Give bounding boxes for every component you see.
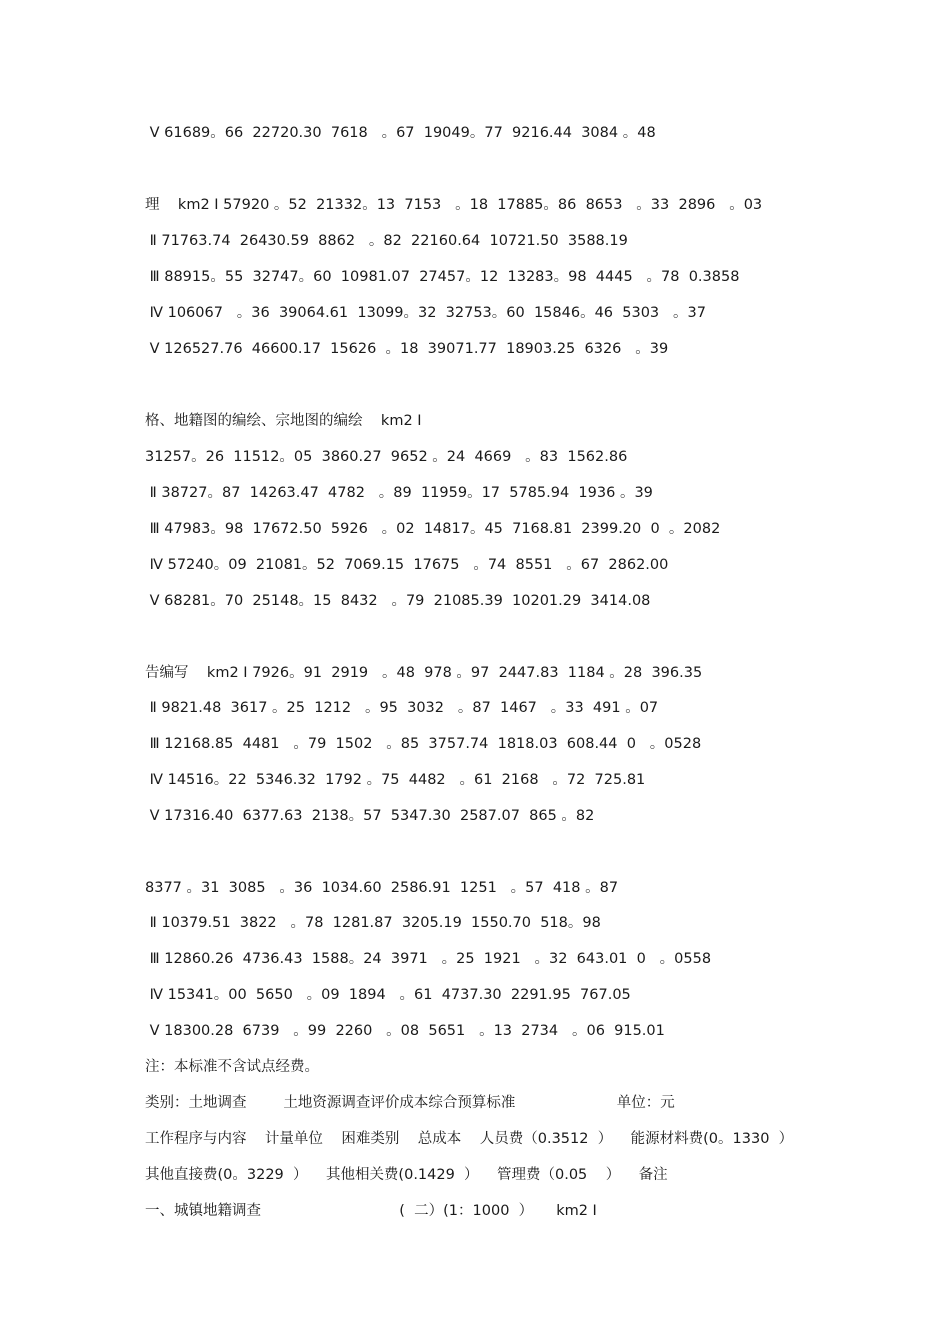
text-line: Ⅲ 12860.26 4736.43 1588。24 3971 。25 1921 。32 643.01 0 。0558 xyxy=(145,951,712,967)
section-heading-results xyxy=(145,626,815,648)
text-line: 31257。26 11512。05 3860.27 9652 。24 4669 。83 1562.86 xyxy=(145,449,628,465)
text-line: Ⅱ 9821.48 3617 。25 1212 。95 3032 。87 1467 。33 491 。07 xyxy=(145,700,659,716)
text-line: Ⅴ 68281。70 25148。15 8432 。79 21085.39 10201.29 3414.08 xyxy=(145,593,651,609)
text-line: Ⅱ 38727。87 14263.47 4782 。89 11959。17 5785.94 1936 。39 xyxy=(145,485,653,501)
text-line: 告编写 km2 Ⅰ 7926。91 2919 。48 978 。97 2447.83 1184 。28 396.35 xyxy=(145,665,703,681)
text-line: Ⅳ 106067 。36 39064.61 13099。32 32753。60 15846。46 5303 。37 xyxy=(145,305,706,321)
text-line: Ⅲ 12168.85 4481 。79 1502 。85 3757.74 1818.03 608.44 0 。0528 xyxy=(145,736,702,752)
text-line: Ⅳ 15341。00 5650 。09 1894 。61 4737.30 2291.95 767.05 xyxy=(145,987,631,1003)
note-line: 注：本标准不含试点经费。 xyxy=(145,1059,319,1075)
text-line: Ⅳ 14516。22 5346.32 1792 。75 4482 。61 2168 。72 725.81 xyxy=(145,772,646,788)
text-line: Ⅳ 57240。09 21081。52 7069.15 17675 。74 8551 。67 2862.00 xyxy=(145,557,669,573)
text-line: Ⅴ 61689。66 22720.30 7618 。67 19049。77 9216.44 3084 。48 xyxy=(145,125,656,141)
text-line: Ⅴ 17316.40 6377.63 2138。57 5347.30 2587.07 865 。82 xyxy=(145,808,595,824)
section-heading-office xyxy=(145,374,815,396)
text-line: 格、地籍图的编绘、宗地图的编绘 km2 Ⅰ xyxy=(145,413,422,429)
text-line: 8377 。31 3085 。36 1034.60 2586.91 1251 。57 418 。87 xyxy=(145,880,619,896)
category-line: 类别：土地调查 土地资源调查评价成本综合预算标准 单位：元 xyxy=(145,1095,675,1111)
text-line: Ⅴ 126527.76 46600.17 15626 。18 39071.77 18903.25 6326 。39 xyxy=(145,341,669,357)
column-header-line: 其他直接费(0。3229 ） 其他相关费(0.1429 ） 管理费（0.05 ） 备注 xyxy=(145,1167,668,1183)
section-heading-survey xyxy=(145,158,815,180)
column-header-line: 工作程序与内容 计量单位 困难类别 总成本 人员费（0.3512 ） 能源材料费(0。1330 ） xyxy=(145,1131,794,1147)
text-line: Ⅱ 10379.51 3822 。78 1281.87 3205.19 1550.70 518。98 xyxy=(145,915,601,931)
text-line: Ⅴ 18300.28 6739 。99 2260 。08 5651 。13 2734 。06 915.01 xyxy=(145,1023,665,1039)
text-line: Ⅲ 47983。98 17672.50 5926 。02 14817。45 7168.81 2399.20 0 。2082 xyxy=(145,521,721,537)
section-heading-accept xyxy=(145,841,815,863)
section-line: 一、城镇地籍调查 ( 二）(1：1000 ） km2 Ⅰ xyxy=(145,1203,597,1219)
text-line: 理 km2 Ⅰ 57920 。52 21332。13 7153 。18 17885。86 8653 。33 2896 。03 xyxy=(145,197,763,213)
text-line: Ⅲ 88915。55 32747。60 10981.07 27457。12 13283。98 4445 。78 0.3858 xyxy=(145,269,740,285)
text-line: Ⅱ 71763.74 26430.59 8862 。82 22160.64 10721.50 3588.19 xyxy=(145,233,628,249)
